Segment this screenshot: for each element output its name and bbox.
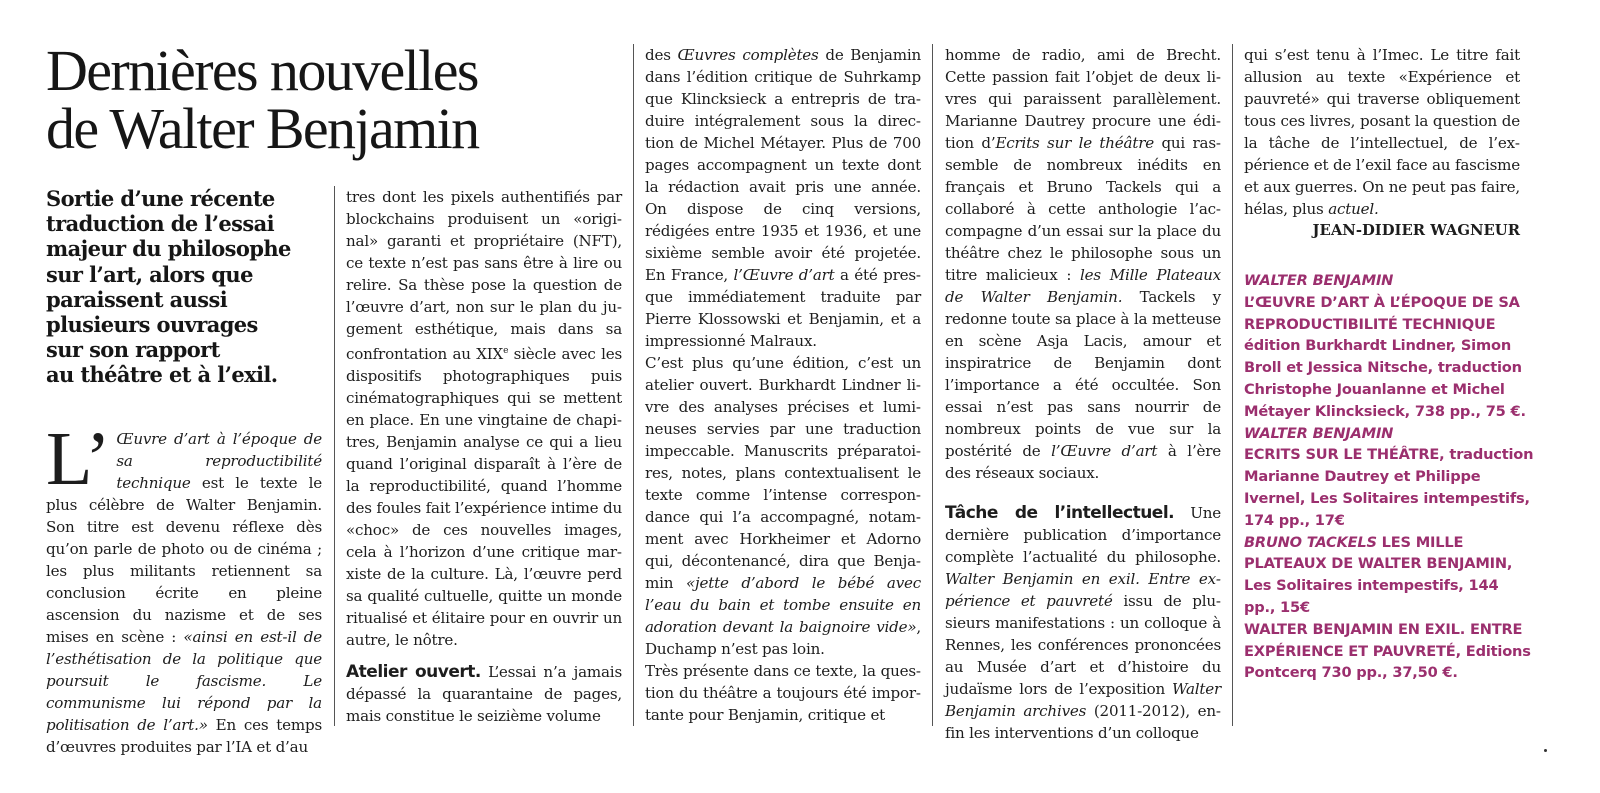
paragraph: Atelier ouvert. L’essai n’a jamais dépassé la quarantaine de pages, mais constitue le seizième volume	[346, 662, 622, 726]
headline-line-1: Dernières nouvelles	[46, 38, 478, 103]
paragraph: Tâche de l’intellectuel. Une dernière publication d’importance complète l’actualité du philosophe. Walter Benjamin en exil. Entre expérience et pauvreté issu de plusieurs manifestations : un colloque à Rennes, les conférences prononcées au Musée d’art et d’histoire du judaïsme lors de l’exposition Walter Benjamin archives (2011-2012), enfin les interventions d’un colloque	[945, 503, 1222, 742]
paragraph: des Œuvres complètes de Benjamin dans l’édition critique de Suhrkamp que Klincksieck a entrepris de traduire intégralement sous la direction de Michel Métayer. Plus de 700 pages accompagnent un texte dont la rédaction avait pris une année. On dispose de cinq versions, rédigées entre 1935 et 1936, et une sixième semble avoir été projetée. En France, l’Œuvre d’art a été presque immédiatement traduite par Pierre Klossowski et Benjamin, et a impressionné Malraux.	[645, 46, 921, 350]
reference-item: WALTER BENJAMIN EN EXIL. ENTRE EXPÉRIENCE ET PAUVRETÉ, Editions Pontcerq 730 pp., 37,50 €.	[1244, 620, 1531, 682]
article-column-4	[945, 44, 1221, 744]
author-signature: JEAN-DIDIER WAGNEUR	[1312, 222, 1520, 239]
column-rule	[1232, 44, 1233, 726]
subheading: Atelier ouvert.	[346, 662, 481, 683]
column-rule	[334, 186, 335, 726]
subheading: Tâche de l’intellectuel.	[945, 503, 1175, 523]
article-column-3	[645, 44, 921, 726]
quote: «jette d’abord le bébé avec l’eau du bain et tombe ensuite en adoration devant la baignoire vide»	[645, 574, 922, 636]
paragraph: tres dont les pixels authentifiés par blockchains produisent un «original» garanti et propriétaire (NFT), ce texte n’est pas sans être à lire ou relire. Sa thèse pose la question de l’œuvre d’art, non sur le plan du jugement esthétique, mais dans sa confrontation au XIXe siècle avec les dispositifs photographiques puis cinématographiques qui se mettent en place. En une vingtaine de chapitres, Benjamin analyse ce qui a lieu quand l’original disparaît à l’ère de la reproductibilité, quand l’homme des foules fait l’expérience intime du «choc» de ces nouvelles images, cela à l’horizon d’une critique marxiste de la culture. Là, l’œuvre perd sa qualité cultuelle, quitte un monde ritualisé et élitaire pour en ouvrir un autre, le nôtre.	[346, 188, 622, 650]
page-dot	[1544, 749, 1547, 752]
book-references	[1244, 270, 1534, 684]
quote: «ainsi en est-il de l’esthétisation de la politique que poursuit le fascisme. Le communisme lui répond par la politisation de l’art.»	[46, 628, 322, 734]
paragraph: C’est plus qu’une édition, c’est un atelier ouvert. Burkhardt Lindner livre des analyses précises et lumineuses servies par une traduction impeccable. Manuscrits préparatoires, notes, plans contextualisent le texte comme l’intense correspondance qui l’a accompagné, notamment avec Horkheimer et Adorno qui, décontenancé, dira que Benjamin «jette d’abord le bébé avec l’eau du bain et tombe ensuite en adoration devant la baignoire vide», Duchamp n’est pas loin.	[645, 354, 922, 658]
paragraph: homme de radio, ami de Brecht. Cette passion fait l’objet de deux livres qui paraissent parallèlement. Marianne Dautrey procure une édition d’Ecrits sur le théâtre qui rassemble de nombreux inédits en français et Bruno Tackels qui a collaboré à cette anthologie l’accompagne d’un essai sur la place du théâtre chez le philosophe sous un titre malicieux : les Mille Plateaux de Walter Benjamin. Tackels y redonne toute sa place à la metteuse en scène Asja Lacis, amour et inspiratrice de Benjamin dont l’importance a été occultée. Son essai n’est pas sans nourrir de nombreux points de vue sur la postérité de l’Œuvre d’art à l’ère des réseaux sociaux.	[945, 46, 1222, 482]
headline-line-2: de Walter Benjamin	[46, 96, 479, 161]
column-rule	[932, 44, 933, 726]
paragraph: qui s’est tenu à l’Imec. Le titre fait allusion au texte «Expérience et pauvreté» qui traverse obliquement tous ces livres, posant la question de la tâche de l’intellectuel, de l’expérience et de l’exil face au fascisme et aux guerres. On ne peut pas faire, hélas, plus actuel.	[1244, 46, 1520, 218]
paragraph: Très présente dans ce texte, la question du théâtre a toujours été importante pour Benjamin, critique et	[645, 662, 921, 724]
article-column-2	[346, 186, 622, 727]
reference-item: WALTER BENJAMIN ECRITS SUR LE THÉÂTRE, traduction Marianne Dautrey et Philippe Ivernel, Les Solitaires intempestifs, 174 pp., 17€	[1244, 424, 1534, 529]
standfirst: Sortie d’une récente traduction de l’essai majeur du philosophe sur l’art, alors que paraissent aussi plusieurs ouvrages sur son rapport au théâtre et à l’exil.	[46, 186, 291, 388]
paragraph: L’ Œuvre d’art à l’époque de sa reproductibilité technique est le texte le plus célèbre de Walter Benjamin. Son titre est devenu réflexe dès qu’on parle de photo ou de cinéma ; les plus militants retiennent sa conclusion écrite en pleine ascension du nazisme et de ses mises en scène : «ainsi en est-il de l’esthétisation de la politique que poursuit le fascisme. Le communisme lui répond par la politisation de l’art.» En ces temps d’œuvres produites par l’IA et d’au	[46, 417, 322, 756]
article-column-5	[1244, 44, 1520, 242]
column-rule	[633, 44, 634, 726]
headline	[46, 38, 636, 161]
reference-item: BRUNO TACKELS LES MILLE PLATEAUX DE WALTER BENJAMIN, Les Solitaires intempestifs, 144 pp., 15€	[1244, 533, 1513, 616]
article-column-1	[46, 417, 322, 758]
reference-item: WALTER BENJAMIN L’ŒUVRE D’ART À L’ÉPOQUE DE SA REPRODUCTIBILITÉ TECHNIQUE édition Burkhardt Lindner, Simon Broll et Jessica Nitsche, traduction Christophe Jouanlanne et Michel Métayer Klincksieck, 738 pp., 75 €.	[1244, 272, 1526, 420]
drop-cap: L’	[46, 417, 111, 501]
